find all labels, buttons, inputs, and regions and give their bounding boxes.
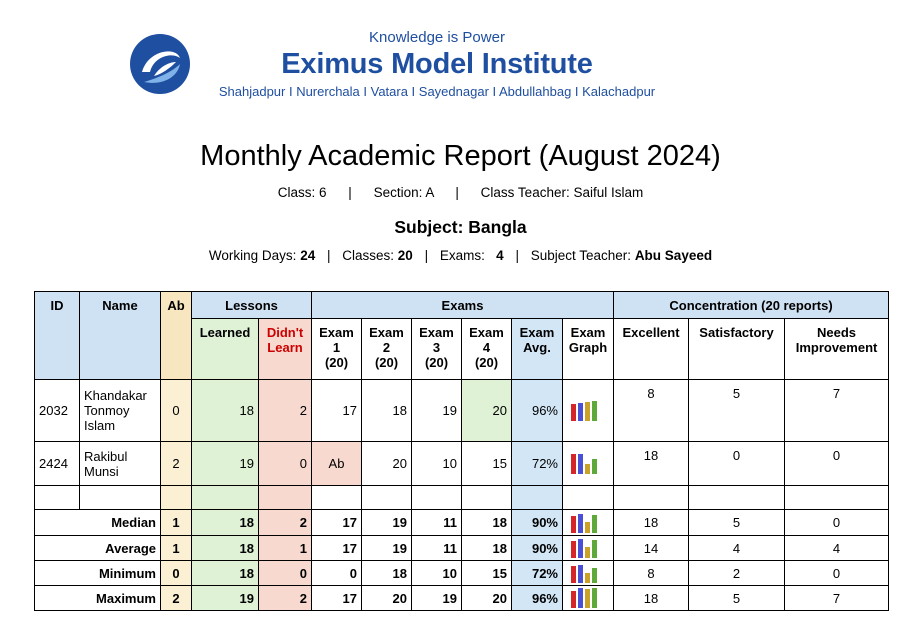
- improvement-text: Improvement: [795, 340, 878, 355]
- col-id: ID: [35, 292, 80, 380]
- student-name: Khandakar Tonmoy Islam: [80, 380, 161, 442]
- exam-2-mini-bar: [578, 565, 583, 583]
- exam-3-mini-bar: [585, 464, 590, 474]
- col-excellent: Excellent: [614, 319, 689, 380]
- absent-count: 2: [161, 586, 192, 611]
- learned-count: 18: [192, 561, 259, 586]
- col-exam-avg: [512, 319, 563, 380]
- exam-3-mini-bar: [585, 573, 590, 583]
- empty-cell: [785, 486, 889, 510]
- subject-title: Subject: Bangla: [394, 217, 527, 237]
- needs-improvement-count: 0: [785, 561, 889, 586]
- graph-text: Graph: [568, 340, 608, 355]
- working-days-value: 24: [300, 248, 316, 263]
- section-label: Section: A: [373, 185, 434, 200]
- col-concentration: Concentration (20 reports): [614, 292, 889, 319]
- exam-4-mini-bar: [592, 515, 597, 533]
- exams-label: Exams:: [439, 248, 485, 263]
- exam-max: (20): [424, 355, 449, 370]
- excellent-count: 8: [614, 561, 689, 586]
- exam-max: (20): [324, 355, 349, 370]
- separator: |: [424, 248, 429, 263]
- summary-row-median: [35, 510, 889, 536]
- mini-bar-chart: [571, 454, 605, 474]
- exam-text: Exam: [369, 325, 404, 340]
- report-title: Monthly Academic Report (August 2024): [200, 140, 721, 172]
- separator: |: [348, 185, 352, 200]
- exam-1-score: 0: [312, 561, 362, 586]
- working-days-label: Working Days:: [208, 248, 297, 263]
- exam-2-score: 18: [362, 561, 412, 586]
- exam-4-mini-bar: [592, 401, 597, 421]
- summary-label: Median: [35, 510, 161, 536]
- absent-count: 0: [161, 380, 192, 442]
- exam-graph-cell: [563, 561, 614, 586]
- summary-label: Average: [35, 536, 161, 561]
- col-exam-2: [362, 319, 412, 380]
- branch-list: Shahjadpur I Nurerchala I Vatara I Sayednagar I Abdullahbag I Kalachadpur: [218, 84, 656, 99]
- mini-bar-chart: [571, 401, 605, 421]
- tagline: Knowledge is Power: [369, 29, 505, 46]
- exam-4-score: 18: [462, 510, 512, 536]
- empty-cell: [512, 486, 563, 510]
- excellent-count: 18: [614, 510, 689, 536]
- exam-1-mini-bar: [571, 516, 576, 533]
- exam-2-score: 20: [362, 442, 412, 486]
- student-name: Rakibul Munsi: [80, 442, 161, 486]
- classes-value: 20: [397, 248, 413, 263]
- header-row-1: [35, 292, 889, 319]
- exam-text: Exam: [419, 325, 454, 340]
- institute-logo-icon: [128, 32, 192, 96]
- empty-cell: [259, 486, 312, 510]
- report-table: [34, 291, 889, 611]
- summary-label: Maximum: [35, 586, 161, 611]
- col-satisfactory: Satisfactory: [689, 319, 785, 380]
- mini-bar-chart: [571, 538, 605, 558]
- separator: |: [515, 248, 519, 263]
- exam-4-score: 18: [462, 536, 512, 561]
- empty-cell: [614, 486, 689, 510]
- exams-value: 4: [496, 248, 504, 263]
- exam-3-mini-bar: [585, 547, 590, 558]
- subject-teacher-label: Subject Teacher:: [530, 248, 632, 263]
- exam-number: 4: [482, 340, 491, 355]
- exam-1-mini-bar: [571, 591, 576, 608]
- student-id: 2032: [35, 380, 80, 442]
- col-exam-4: [462, 319, 512, 380]
- didnt-text: Didn't: [266, 325, 304, 340]
- exam-3-score: 10: [412, 561, 462, 586]
- exam-1-score: 17: [312, 586, 362, 611]
- exam-3-mini-bar: [585, 522, 590, 533]
- excellent-count: 14: [614, 536, 689, 561]
- exam-3-score: 19: [412, 380, 462, 442]
- didnt-learn-count: 0: [259, 561, 312, 586]
- learn-text: Learn: [267, 340, 303, 355]
- class-teacher-label: Class Teacher: Saiful Islam: [480, 185, 644, 200]
- exam-graph-cell: [563, 442, 614, 486]
- exam-1-score: 17: [312, 510, 362, 536]
- exam-1-mini-bar: [571, 454, 576, 474]
- col-exam-graph: [563, 319, 614, 380]
- classes-label: Classes:: [342, 248, 395, 263]
- exam-3-mini-bar: [585, 589, 590, 608]
- exam-2-score: 20: [362, 586, 412, 611]
- needs-improvement-count: 7: [785, 586, 889, 611]
- exam-2-mini-bar: [578, 588, 583, 608]
- exam-4-score: 20: [462, 586, 512, 611]
- exam-graph-cell: [563, 586, 614, 611]
- exam-avg: 90%: [512, 536, 563, 561]
- didnt-learn-count: 2: [259, 586, 312, 611]
- institute-header: [0, 0, 921, 110]
- exam-max: (20): [374, 355, 399, 370]
- exam-4-score: 15: [462, 561, 512, 586]
- learned-count: 18: [192, 380, 259, 442]
- empty-cell: [412, 486, 462, 510]
- exam-3-score: 11: [412, 510, 462, 536]
- excellent-count: 18: [614, 442, 689, 486]
- needs-improvement-count: 7: [785, 380, 889, 442]
- absent-count: 1: [161, 510, 192, 536]
- summary-row-average: [35, 536, 889, 561]
- empty-cell: [35, 486, 80, 510]
- exam-3-score: 11: [412, 536, 462, 561]
- needs-improvement-count: 4: [785, 536, 889, 561]
- exam-number: 1: [332, 340, 341, 355]
- empty-cell: [192, 486, 259, 510]
- mini-bar-chart: [571, 588, 605, 608]
- col-learned: Learned: [192, 319, 259, 380]
- exam-avg: 96%: [512, 586, 563, 611]
- satisfactory-count: 2: [689, 561, 785, 586]
- col-name: Name: [80, 292, 161, 380]
- learned-count: 18: [192, 510, 259, 536]
- exam-3-score: 19: [412, 586, 462, 611]
- exam-graph-cell: [563, 510, 614, 536]
- institute-name: Eximus Model Institute: [281, 48, 593, 80]
- exam-3-mini-bar: [585, 402, 590, 421]
- exam-1-mini-bar: [571, 404, 576, 421]
- separator: |: [326, 248, 331, 263]
- exam-2-score: 18: [362, 380, 412, 442]
- exam-1-score: 17: [312, 380, 362, 442]
- excellent-count: 8: [614, 380, 689, 442]
- excellent-count: 18: [614, 586, 689, 611]
- exam-avg: 72%: [512, 561, 563, 586]
- table-row: [35, 380, 889, 442]
- exam-avg: 96%: [512, 380, 563, 442]
- needs-text: Needs: [817, 325, 857, 340]
- satisfactory-count: 5: [689, 586, 785, 611]
- satisfactory-count: 5: [689, 510, 785, 536]
- exam-2-score: 19: [362, 536, 412, 561]
- class-info: [0, 185, 921, 200]
- exam-4-score: 15: [462, 442, 512, 486]
- exam-text: Exam: [469, 325, 504, 340]
- absent-count: 2: [161, 442, 192, 486]
- exam-2-score: 19: [362, 510, 412, 536]
- satisfactory-count: 0: [689, 442, 785, 486]
- mini-bar-chart: [571, 563, 605, 583]
- summary-label: Minimum: [35, 561, 161, 586]
- empty-cell: [161, 486, 192, 510]
- col-exam-1: [312, 319, 362, 380]
- exam-avg: 72%: [512, 442, 563, 486]
- exam-2-mini-bar: [578, 454, 583, 474]
- exam-1-mini-bar: [571, 541, 576, 558]
- empty-cell: [80, 486, 161, 510]
- didnt-learn-count: 2: [259, 510, 312, 536]
- exam-1-mini-bar: [571, 566, 576, 583]
- needs-improvement-count: 0: [785, 510, 889, 536]
- absent-count: 1: [161, 536, 192, 561]
- exam-4-score: 20: [462, 380, 512, 442]
- needs-improvement-count: 0: [785, 442, 889, 486]
- mini-bar-chart: [571, 513, 605, 533]
- summary-row-minimum: [35, 561, 889, 586]
- work-info: [0, 248, 921, 263]
- exam-max: (20): [474, 355, 499, 370]
- empty-cell: [462, 486, 512, 510]
- exam-text: Exam: [519, 325, 555, 340]
- didnt-learn-count: 0: [259, 442, 312, 486]
- exam-number: 2: [382, 340, 391, 355]
- exam-4-mini-bar: [592, 459, 597, 474]
- learned-count: 19: [192, 586, 259, 611]
- exam-avg: 90%: [512, 510, 563, 536]
- student-id: 2424: [35, 442, 80, 486]
- exam-2-mini-bar: [578, 539, 583, 558]
- subject-teacher-value: Abu Sayeed: [634, 248, 713, 263]
- col-exam-3: [412, 319, 462, 380]
- empty-cell: [563, 486, 614, 510]
- exam-4-mini-bar: [592, 568, 597, 583]
- empty-row: [35, 486, 889, 510]
- empty-cell: [689, 486, 785, 510]
- table-row: [35, 442, 889, 486]
- col-didnt-learn: [259, 319, 312, 380]
- exam-number: 3: [432, 340, 441, 355]
- avg-text: Avg.: [523, 340, 551, 355]
- exam-text: Exam: [570, 325, 606, 340]
- col-exams: Exams: [312, 292, 614, 319]
- exam-3-score: 10: [412, 442, 462, 486]
- exam-graph-cell: [563, 536, 614, 561]
- exam-2-mini-bar: [578, 514, 583, 533]
- exam-4-mini-bar: [592, 540, 597, 558]
- learned-count: 18: [192, 536, 259, 561]
- learned-count: 19: [192, 442, 259, 486]
- empty-cell: [312, 486, 362, 510]
- col-ab: Ab: [161, 292, 192, 380]
- exam-1-score: 17: [312, 536, 362, 561]
- col-lessons: Lessons: [192, 292, 312, 319]
- empty-cell: [362, 486, 412, 510]
- exam-text: Exam: [319, 325, 354, 340]
- exam-1-score: Ab: [312, 442, 362, 486]
- col-needs-improvement: [785, 319, 889, 380]
- satisfactory-count: 4: [689, 536, 785, 561]
- satisfactory-count: 5: [689, 380, 785, 442]
- summary-row-maximum: [35, 586, 889, 611]
- exam-4-mini-bar: [592, 588, 597, 608]
- exam-graph-cell: [563, 380, 614, 442]
- class-label: Class: 6: [277, 185, 327, 200]
- absent-count: 0: [161, 561, 192, 586]
- exam-2-mini-bar: [578, 403, 583, 421]
- didnt-learn-count: 2: [259, 380, 312, 442]
- separator: |: [455, 185, 459, 200]
- didnt-learn-count: 1: [259, 536, 312, 561]
